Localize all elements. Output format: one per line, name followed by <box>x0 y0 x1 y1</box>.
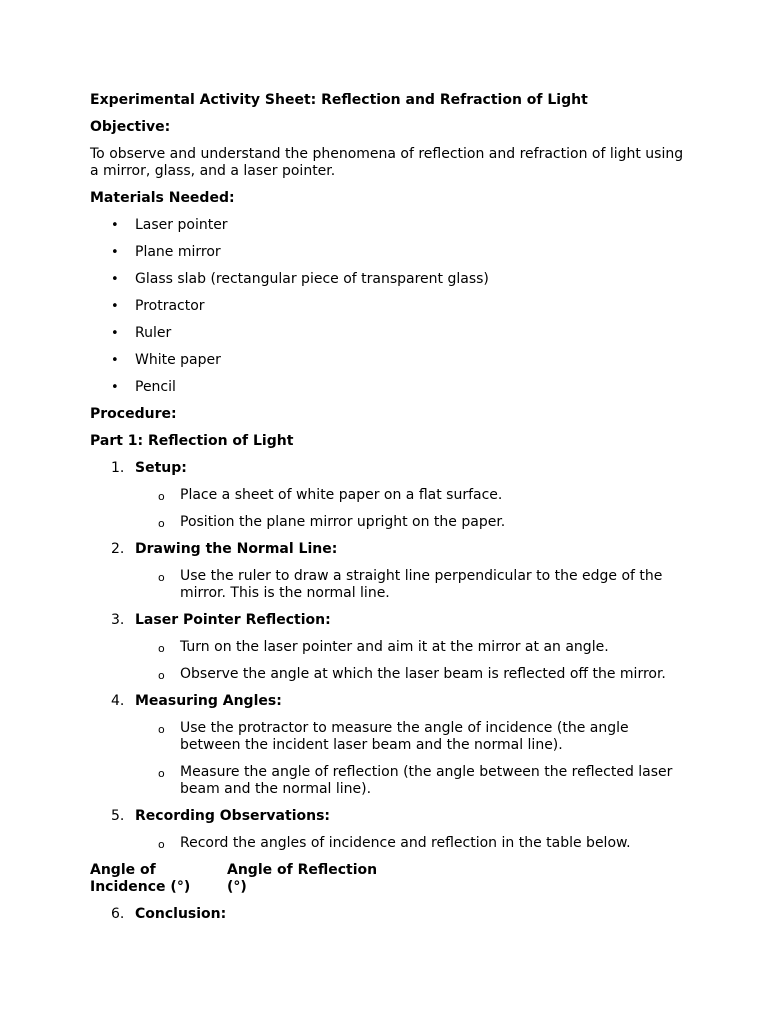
step-number: 4. <box>111 693 125 709</box>
sub-item-text: Turn on the laser pointer and aim it at the mirror at an angle. <box>180 639 609 655</box>
material-label: Pencil <box>135 379 176 395</box>
list-item <box>90 244 690 261</box>
bullet-icon: • <box>111 380 119 395</box>
materials-list <box>90 217 690 396</box>
circle-bullet-icon: o <box>158 490 165 503</box>
bullet-icon: • <box>111 272 119 287</box>
step-title: Drawing the Normal Line: <box>135 541 338 557</box>
table-header-reflection: Angle of Reflection (°) <box>227 862 378 895</box>
step-item <box>90 808 690 852</box>
procedure-heading: Procedure: <box>90 406 177 422</box>
material-label: Plane mirror <box>135 244 221 260</box>
circle-bullet-icon: o <box>158 723 165 736</box>
step-number: 2. <box>111 541 125 557</box>
step-number: 3. <box>111 612 125 628</box>
step-title: Recording Observations: <box>135 808 331 824</box>
objective-text: To observe and understand the phenomena of reflection and refraction of light using a mirror, glass, and a laser pointer. <box>90 146 684 179</box>
materials-heading: Materials Needed: <box>90 190 235 206</box>
step-item <box>90 541 690 602</box>
material-label: White paper <box>135 352 221 368</box>
part1-heading: Part 1: Reflection of Light <box>90 433 294 449</box>
sub-item-text: Measure the angle of reflection (the angle between the reflected laser beam and the normal line). <box>180 764 673 797</box>
sub-item <box>135 568 690 602</box>
circle-bullet-icon: o <box>158 838 165 851</box>
list-item <box>90 352 690 369</box>
step-item <box>90 906 690 923</box>
sub-list <box>135 835 690 852</box>
sub-item <box>135 764 690 798</box>
observation-table-header <box>90 862 690 896</box>
bullet-icon: • <box>111 245 119 260</box>
circle-bullet-icon: o <box>158 517 165 530</box>
step-title: Setup: <box>135 460 187 476</box>
material-label: Glass slab (rectangular piece of transparent glass) <box>135 271 489 287</box>
sub-list <box>135 720 690 798</box>
sub-list <box>135 568 690 602</box>
step-item <box>90 460 690 531</box>
sub-item <box>135 666 690 683</box>
procedure-steps <box>90 460 690 852</box>
sub-item <box>135 835 690 852</box>
step-item <box>90 693 690 798</box>
document-title: Experimental Activity Sheet: Reflection and Refraction of Light <box>90 92 588 108</box>
sub-list <box>135 639 690 683</box>
sub-item <box>135 487 690 504</box>
sub-item <box>135 514 690 531</box>
circle-bullet-icon: o <box>158 767 165 780</box>
sub-item-text: Place a sheet of white paper on a flat surface. <box>180 487 503 503</box>
conclusion-step <box>90 906 690 923</box>
sub-item-text: Use the ruler to draw a straight line perpendicular to the edge of the mirror. This is the normal line. <box>180 568 663 601</box>
list-item <box>90 217 690 234</box>
step-title: Laser Pointer Reflection: <box>135 612 331 628</box>
material-label: Laser pointer <box>135 217 228 233</box>
sub-item <box>135 639 690 656</box>
list-item <box>90 271 690 288</box>
sub-item-text: Position the plane mirror upright on the paper. <box>180 514 506 530</box>
step-number: 6. <box>111 906 125 922</box>
step-number: 1. <box>111 460 125 476</box>
list-item <box>90 325 690 342</box>
objective-heading: Objective: <box>90 119 171 135</box>
table-header-incidence: Angle of Incidence (°) <box>90 862 191 895</box>
sub-item-text: Use the protractor to measure the angle of incidence (the angle between the incident laser beam and the normal line). <box>180 720 629 753</box>
list-item <box>90 298 690 315</box>
step-number: 5. <box>111 808 125 824</box>
material-label: Protractor <box>135 298 205 314</box>
bullet-icon: • <box>111 218 119 233</box>
sub-item <box>135 720 690 754</box>
step-title: Measuring Angles: <box>135 693 282 709</box>
step-item <box>90 612 690 683</box>
activity-sheet <box>90 92 690 933</box>
bullet-icon: • <box>111 353 119 368</box>
sub-item-text: Observe the angle at which the laser beam is reflected off the mirror. <box>180 666 666 682</box>
sub-item-text: Record the angles of incidence and reflection in the table below. <box>180 835 631 851</box>
list-item <box>90 379 690 396</box>
circle-bullet-icon: o <box>158 571 165 584</box>
circle-bullet-icon: o <box>158 642 165 655</box>
sub-list <box>135 487 690 531</box>
step-title: Conclusion: <box>135 906 227 922</box>
bullet-icon: • <box>111 326 119 341</box>
circle-bullet-icon: o <box>158 669 165 682</box>
bullet-icon: • <box>111 299 119 314</box>
material-label: Ruler <box>135 325 172 341</box>
